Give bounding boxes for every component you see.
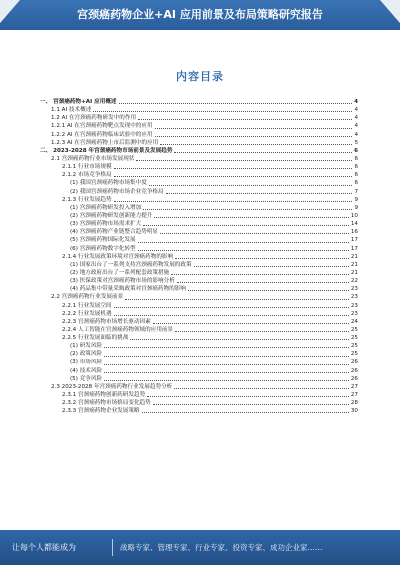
toc-entry-title: (4) 技术风险 <box>70 367 103 374</box>
toc-leader-dots <box>194 266 349 267</box>
toc-entry-title: (5) 宫颈癌药物国际化发展 <box>70 237 136 244</box>
toc-leader-dots <box>177 282 349 283</box>
toc-entry[interactable] <box>40 163 358 171</box>
toc-entry-title: 1.1 AI 技术概述 <box>51 107 92 114</box>
toc-leader-dots <box>174 152 352 153</box>
toc-leader-dots <box>93 111 352 112</box>
toc-leader-dots <box>166 193 353 194</box>
toc-entry-page: 23 <box>350 302 358 309</box>
toc-entry-title: (1) 研发风险 <box>70 343 103 350</box>
toc-entry[interactable] <box>40 302 358 310</box>
toc-entry[interactable] <box>40 106 358 114</box>
toc-entry[interactable] <box>40 375 358 383</box>
toc-leader-dots <box>104 380 349 381</box>
toc-leader-dots <box>160 233 349 234</box>
toc-entry-title: 1.2.2 AI 在宫颈癌药物临床试验中的应用 <box>51 131 153 138</box>
toc-entry-page: 4 <box>354 115 358 122</box>
toc-leader-dots <box>138 250 349 251</box>
toc-entry[interactable] <box>40 285 358 293</box>
toc-entry-title: 2.3.3 宫颈癌药物企业发展策略 <box>62 408 140 415</box>
toc-entry-title: 2.1 宫颈癌药物行业市场发展现状 <box>51 155 135 162</box>
toc-entry-title: (4) 宫颈癌药物产业链整合趋势明显 <box>70 229 159 236</box>
toc-leader-dots <box>138 242 349 243</box>
toc-entry-page: 17 <box>350 237 358 244</box>
toc-entry-page: 25 <box>350 351 358 358</box>
toc-entry-page: 26 <box>350 375 358 382</box>
toc-entry-title: (2) 宫颈癌药物研发创新能力提升 <box>70 212 153 219</box>
report-title: 宫颈癌药物企业+AI 应用前景及布局策略研究报告 <box>77 8 323 21</box>
toc-entry-page: 4 <box>354 131 358 138</box>
toc-entry[interactable] <box>40 114 358 122</box>
toc-entry-page: 23 <box>350 310 358 317</box>
toc-leader-dots <box>114 168 353 169</box>
toc-entry-title: 1.2.3 AI 在宫颈癌药物上市后监测中的应用 <box>51 139 159 146</box>
toc-leader-dots <box>153 323 349 324</box>
toc-leader-dots <box>119 103 353 104</box>
toc-entry-page: 26 <box>350 359 358 366</box>
toc-entry-title: 2.2.3 宫颈癌药物市场增长驱动因素 <box>62 318 151 325</box>
toc-entry-page: 14 <box>350 221 358 228</box>
toc-entry[interactable] <box>40 204 358 212</box>
toc-leader-dots <box>125 299 349 300</box>
toc-entry-page: 27 <box>350 383 358 390</box>
toc-entry[interactable] <box>40 359 358 367</box>
report-header <box>0 0 400 30</box>
toc-title: 内容目录 <box>176 70 224 83</box>
toc-entry[interactable] <box>40 139 358 147</box>
toc-leader-dots <box>143 225 349 226</box>
toc-leader-dots <box>138 119 352 120</box>
toc-entry-title: 2.2.1 行业发展空间 <box>62 302 112 309</box>
toc-leader-dots <box>153 404 349 405</box>
toc-leader-dots <box>175 331 349 332</box>
toc-leader-dots <box>142 412 349 413</box>
toc-entry[interactable] <box>40 220 358 228</box>
toc-entry-page: 16 <box>350 229 358 236</box>
toc-leader-dots <box>175 258 349 259</box>
toc-entry-page: 24 <box>350 318 358 325</box>
toc-entry[interactable] <box>40 326 358 334</box>
toc-leader-dots <box>160 144 352 145</box>
toc-entry-page: 23 <box>350 294 358 301</box>
toc-leader-dots <box>154 217 348 218</box>
toc-entry[interactable] <box>40 383 358 391</box>
toc-entry-page: 9 <box>354 196 358 203</box>
toc-entry-page: 4 <box>354 123 358 130</box>
toc-entry[interactable] <box>40 228 358 236</box>
toc-leader-dots <box>104 372 349 373</box>
toc-entry[interactable] <box>40 350 358 358</box>
toc-entry[interactable] <box>40 253 358 261</box>
toc-entry-title: (2) 我国宫颈癌药物市场企业竞争格局 <box>70 188 164 195</box>
toc-entry-page: 7 <box>354 188 358 195</box>
table-of-contents <box>40 98 358 415</box>
toc-leader-dots <box>130 339 349 340</box>
toc-entry-title: 2.1.4 行业发展政策环境对宫颈癌药物的影响 <box>62 253 174 260</box>
toc-entry-page: 6 <box>354 155 358 162</box>
toc-entry-page: 30 <box>350 408 358 415</box>
toc-entry-page: 6 <box>354 172 358 179</box>
toc-entry-title: 2.2.4 人工智能在宫颈癌药物领域的应用前景 <box>62 326 174 333</box>
toc-entry[interactable] <box>40 310 358 318</box>
toc-entry-page: 5 <box>354 139 358 146</box>
toc-leader-dots <box>114 307 349 308</box>
toc-entry-page: 23 <box>350 286 358 293</box>
toc-leader-dots <box>174 388 349 389</box>
toc-entry[interactable] <box>40 277 358 285</box>
toc-entry[interactable] <box>40 131 358 139</box>
toc-entry-page: 28 <box>350 400 358 407</box>
toc-leader-dots <box>147 396 349 397</box>
toc-entry-page: 21 <box>350 261 358 268</box>
toc-entry-page: 25 <box>350 335 358 342</box>
toc-entry[interactable] <box>40 245 358 253</box>
toc-entry-page: 21 <box>350 253 358 260</box>
toc-entry-title: 2.1.1 行业市场规模 <box>62 164 112 171</box>
toc-leader-dots <box>171 274 349 275</box>
toc-entry[interactable] <box>40 236 358 244</box>
toc-entry-title: 一、 宫颈癌药物+AI 应用概述 <box>40 98 117 105</box>
toc-entry-page: 9 <box>354 204 358 211</box>
toc-entry[interactable] <box>40 98 358 106</box>
toc-entry-title: 2.1.3 行业发展趋势 <box>62 196 112 203</box>
toc-entry-title: 2.2 宫颈癌药物行业发展前景 <box>51 294 124 301</box>
toc-entry-page: 21 <box>350 269 358 276</box>
toc-entry-title: 1.2 AI 在宫颈癌药物研发中的作用 <box>51 115 137 122</box>
toc-entry-title: 2.2.2 行业发展机遇 <box>62 310 112 317</box>
toc-entry-page: 6 <box>354 180 358 187</box>
footer-divider <box>112 539 113 556</box>
toc-entry[interactable] <box>40 196 358 204</box>
toc-entry[interactable] <box>40 334 358 342</box>
toc-entry-title: 2.3.1 宫颈癌药物创新药研发趋势 <box>62 392 146 399</box>
toc-leader-dots <box>114 201 353 202</box>
toc-entry[interactable] <box>40 261 358 269</box>
toc-entry-title: (5) 竞争风险 <box>70 375 103 382</box>
toc-leader-dots <box>114 176 353 177</box>
toc-entry-title: 2.1.2 市场竞争格局 <box>62 172 112 179</box>
toc-entry-title: 2.3.2 宫颈癌药物市场格局变化趋势 <box>62 400 151 407</box>
toc-entry-title: (6) 宫颈癌药物数字化转型 <box>70 245 136 252</box>
toc-leader-dots <box>155 128 353 129</box>
toc-entry-title: (2) 政策风险 <box>70 351 103 358</box>
toc-entry-page: 22 <box>350 278 358 285</box>
toc-entry-title: (1) 我国宫颈癌药物市场集中度 <box>70 180 147 187</box>
toc-entry[interactable] <box>40 188 358 196</box>
toc-entry-page: 25 <box>350 326 358 333</box>
toc-entry[interactable] <box>40 122 358 130</box>
toc-entry-title: 二、 2023-2028 年宫颈癌药物市场前景及发展趋势 <box>40 147 173 154</box>
toc-leader-dots <box>188 290 349 291</box>
footer-tagline: 战略专家、管理专家、行业专家、投资专家、成功企业家…… <box>120 543 323 552</box>
toc-entry-page: 6 <box>354 164 358 171</box>
toc-leader-dots <box>104 347 349 348</box>
toc-entry-title: (1) 国家出台了一系列支持宫颈癌药物发展的政策 <box>70 261 192 268</box>
toc-entry-page: 25 <box>350 343 358 350</box>
toc-entry[interactable] <box>40 399 358 407</box>
toc-leader-dots <box>114 315 349 316</box>
toc-entry-title: 2.3 2023-2028 年宫颈癌药物行业发展趋势分析 <box>51 383 173 390</box>
toc-entry[interactable] <box>40 293 358 301</box>
toc-entry-title: (1) 宫颈癌药物研发投入增加 <box>70 204 142 211</box>
toc-leader-dots <box>104 364 349 365</box>
toc-leader-dots <box>149 185 353 186</box>
toc-entry[interactable] <box>40 342 358 350</box>
toc-entry-title: 2.2.5 行业发展面临的挑战 <box>62 335 129 342</box>
toc-entry[interactable] <box>40 269 358 277</box>
toc-entry[interactable] <box>40 367 358 375</box>
page-footer <box>0 530 400 565</box>
toc-entry[interactable] <box>40 212 358 220</box>
toc-entry-title: 1.2.1 AI 在宫颈癌药物靶点发现中的应用 <box>51 123 153 130</box>
toc-entry-page: 10 <box>350 212 358 219</box>
toc-leader-dots <box>136 160 352 161</box>
toc-entry-page: 6 <box>354 147 358 154</box>
toc-entry[interactable] <box>40 391 358 399</box>
toc-entry-page: 17 <box>350 245 358 252</box>
toc-entry-page: 27 <box>350 392 358 399</box>
toc-entry-title: (2) 地方政府出台了一系列配套政策措施 <box>70 269 170 276</box>
toc-entry[interactable] <box>40 155 358 163</box>
toc-leader-dots <box>143 209 352 210</box>
toc-entry[interactable] <box>40 407 358 415</box>
toc-entry[interactable] <box>40 171 358 179</box>
footer-slogan: 让每个人都能成为 <box>12 543 76 552</box>
toc-entry-page: 4 <box>354 107 358 114</box>
toc-leader-dots <box>104 356 349 357</box>
toc-entry-page: 4 <box>354 98 358 105</box>
toc-entry[interactable] <box>40 147 358 155</box>
toc-entry-title: (3) 宫颈癌药物市场需求扩大 <box>70 221 142 228</box>
toc-entry-title: (3) 医保政策对宫颈癌药物市场的影响分析 <box>70 278 175 285</box>
toc-entry-page: 26 <box>350 367 358 374</box>
toc-leader-dots <box>155 136 353 137</box>
toc-entry[interactable] <box>40 179 358 187</box>
toc-entry-title: (4) 药品集中带量采购政策对宫颈癌药物的影响 <box>70 286 186 293</box>
toc-entry[interactable] <box>40 318 358 326</box>
toc-entry-title: (3) 市场风险 <box>70 359 103 366</box>
